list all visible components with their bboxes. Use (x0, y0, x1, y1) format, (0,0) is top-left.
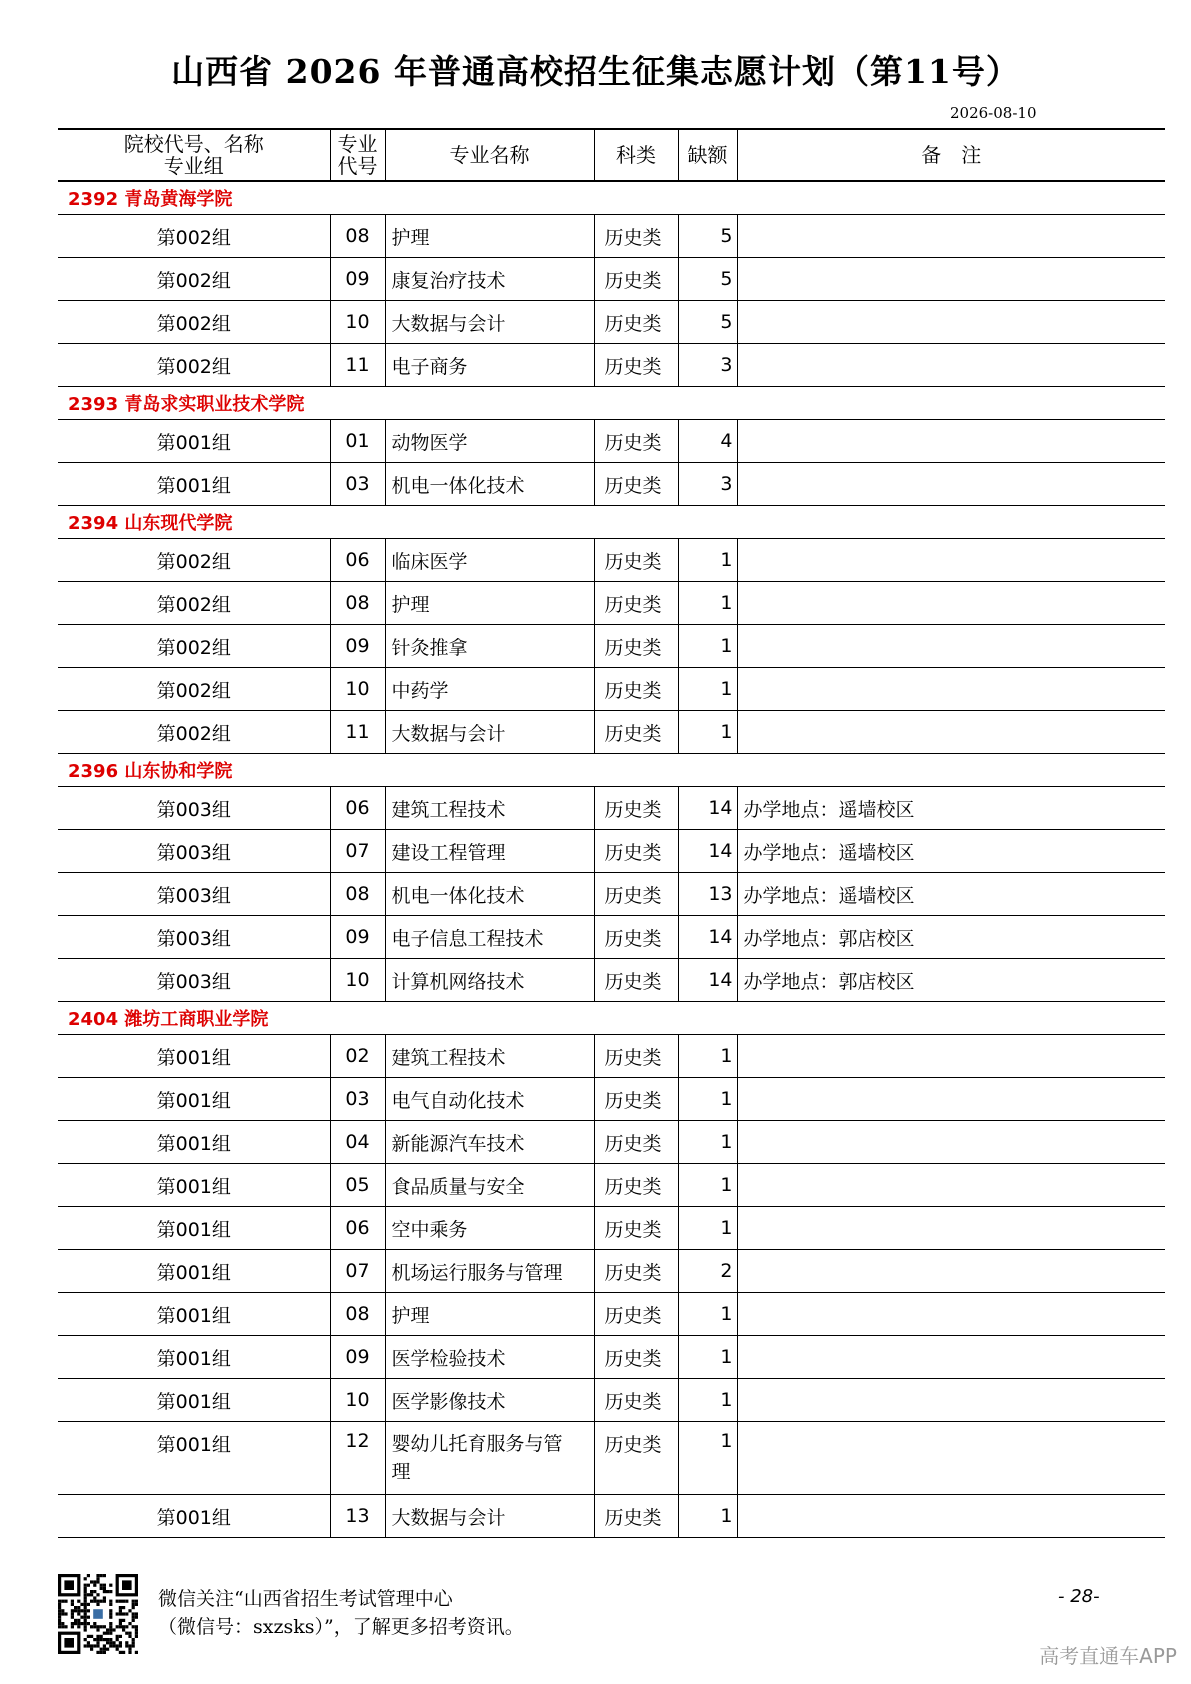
major-name-cell: 护理 (385, 1293, 594, 1336)
note-cell (737, 344, 1165, 387)
table-row (58, 344, 1165, 387)
school-row (58, 506, 1165, 539)
table-row (58, 625, 1165, 668)
category-cell: 历史类 (594, 1078, 678, 1121)
quota-cell: 13 (678, 873, 737, 916)
note-cell (737, 539, 1165, 582)
category-cell: 历史类 (594, 916, 678, 959)
group-cell: 第002组 (58, 582, 330, 625)
table-row (58, 668, 1165, 711)
category-cell: 历史类 (594, 1293, 678, 1336)
major-name-cell: 动物医学 (385, 420, 594, 463)
major-code-cell: 13 (330, 1495, 385, 1538)
table-body (58, 181, 1165, 1538)
table-row (58, 1035, 1165, 1078)
category-cell: 历史类 (594, 1495, 678, 1538)
note-cell (737, 1250, 1165, 1293)
major-name-cell: 电气自动化技术 (385, 1078, 594, 1121)
quota-cell: 14 (678, 916, 737, 959)
category-cell: 历史类 (594, 1379, 678, 1422)
school-row (58, 181, 1165, 215)
note-cell (737, 582, 1165, 625)
major-code-cell: 06 (330, 1207, 385, 1250)
major-name-cell: 婴幼儿托育服务与管 理 (385, 1422, 594, 1495)
major-code-cell: 08 (330, 215, 385, 258)
major-code-cell: 05 (330, 1164, 385, 1207)
page-number: - 28- (1058, 1586, 1100, 1607)
major-code-cell: 08 (330, 582, 385, 625)
table-row (58, 787, 1165, 830)
major-code-cell: 01 (330, 420, 385, 463)
group-cell: 第001组 (58, 1164, 330, 1207)
note-cell (737, 463, 1165, 506)
major-name-cell: 大数据与会计 (385, 711, 594, 754)
quota-cell: 14 (678, 787, 737, 830)
group-cell: 第001组 (58, 1035, 330, 1078)
major-code-cell: 04 (330, 1121, 385, 1164)
group-cell: 第001组 (58, 1379, 330, 1422)
major-code-cell: 11 (330, 711, 385, 754)
table-row (58, 539, 1165, 582)
major-name-cell: 康复治疗技术 (385, 258, 594, 301)
category-cell: 历史类 (594, 1164, 678, 1207)
school-row (58, 754, 1165, 787)
major-name-cell: 建设工程管理 (385, 830, 594, 873)
quota-cell: 1 (678, 668, 737, 711)
note-cell (737, 711, 1165, 754)
major-name-cell: 护理 (385, 215, 594, 258)
quota-cell: 1 (678, 1035, 737, 1078)
table-row (58, 463, 1165, 506)
table-row (58, 1121, 1165, 1164)
major-code-cell: 10 (330, 959, 385, 1002)
category-cell: 历史类 (594, 959, 678, 1002)
category-cell: 历史类 (594, 258, 678, 301)
table-row (58, 1495, 1165, 1538)
major-name-cell: 建筑工程技术 (385, 1035, 594, 1078)
group-cell: 第001组 (58, 1078, 330, 1121)
group-cell: 第003组 (58, 830, 330, 873)
school-name: 2393 青岛求实职业技术学院 (58, 387, 1165, 420)
group-cell: 第003组 (58, 959, 330, 1002)
quota-cell: 1 (678, 1379, 737, 1422)
major-name-cell: 空中乘务 (385, 1207, 594, 1250)
note-cell (737, 1078, 1165, 1121)
category-cell: 历史类 (594, 301, 678, 344)
category-cell: 历史类 (594, 787, 678, 830)
major-code-cell: 07 (330, 830, 385, 873)
note-cell (737, 1121, 1165, 1164)
table-row (58, 1164, 1165, 1207)
note-cell (737, 1422, 1165, 1495)
group-cell: 第002组 (58, 625, 330, 668)
table-row (58, 1250, 1165, 1293)
group-cell: 第002组 (58, 301, 330, 344)
group-cell: 第003组 (58, 787, 330, 830)
school-name: 2404 潍坊工商职业学院 (58, 1002, 1165, 1035)
note-cell: 办学地点：遥墙校区 (737, 787, 1165, 830)
header-notes: 备 注 (737, 129, 1165, 181)
quota-cell: 2 (678, 1250, 737, 1293)
quota-cell: 1 (678, 711, 737, 754)
note-cell (737, 1207, 1165, 1250)
group-cell: 第001组 (58, 1336, 330, 1379)
page-title: 山西省 2026 年普通高校招生征集志愿计划（第11号） (171, 52, 1020, 91)
table-row (58, 420, 1165, 463)
major-code-cell: 08 (330, 1293, 385, 1336)
major-name-cell: 针灸推拿 (385, 625, 594, 668)
group-cell: 第002组 (58, 668, 330, 711)
table-row (58, 711, 1165, 754)
table-row (58, 258, 1165, 301)
header-major-code: 专业 代号 (330, 129, 385, 181)
header-school-group: 院校代号、名称 专业组 (58, 129, 330, 181)
major-code-cell: 09 (330, 916, 385, 959)
group-cell: 第001组 (58, 1293, 330, 1336)
major-code-cell: 12 (330, 1422, 385, 1495)
school-row (58, 1002, 1165, 1035)
school-name: 2394 山东现代学院 (58, 506, 1165, 539)
table-row (58, 873, 1165, 916)
quota-cell: 5 (678, 258, 737, 301)
plan-table (58, 128, 1165, 1538)
quota-cell: 1 (678, 582, 737, 625)
note-cell: 办学地点：遥墙校区 (737, 830, 1165, 873)
school-name: 2392 青岛黄海学院 (58, 181, 1165, 215)
major-name-cell: 计算机网络技术 (385, 959, 594, 1002)
wechat-line-1: 微信关注“山西省招生考试管理中心 (158, 1588, 453, 1610)
note-cell (737, 215, 1165, 258)
category-cell: 历史类 (594, 463, 678, 506)
major-code-cell: 07 (330, 1250, 385, 1293)
category-cell: 历史类 (594, 1121, 678, 1164)
major-code-cell: 03 (330, 463, 385, 506)
major-name-cell: 大数据与会计 (385, 1495, 594, 1538)
major-code-cell: 09 (330, 625, 385, 668)
major-name-cell: 食品质量与安全 (385, 1164, 594, 1207)
category-cell: 历史类 (594, 344, 678, 387)
major-code-cell: 10 (330, 1379, 385, 1422)
header-category: 科类 (594, 129, 678, 181)
major-name-cell: 医学检验技术 (385, 1336, 594, 1379)
major-code-cell: 03 (330, 1078, 385, 1121)
group-cell: 第003组 (58, 916, 330, 959)
quota-cell: 3 (678, 344, 737, 387)
category-cell: 历史类 (594, 1422, 678, 1495)
major-name-cell: 新能源汽车技术 (385, 1121, 594, 1164)
category-cell: 历史类 (594, 1250, 678, 1293)
quota-cell: 14 (678, 830, 737, 873)
table-row (58, 215, 1165, 258)
table-header-row (58, 129, 1165, 181)
table-row (58, 916, 1165, 959)
category-cell: 历史类 (594, 711, 678, 754)
category-cell: 历史类 (594, 830, 678, 873)
major-code-cell: 10 (330, 301, 385, 344)
note-cell (737, 1379, 1165, 1422)
quota-cell: 5 (678, 215, 737, 258)
group-cell: 第002组 (58, 539, 330, 582)
note-cell (737, 668, 1165, 711)
quota-cell: 1 (678, 1495, 737, 1538)
category-cell: 历史类 (594, 582, 678, 625)
group-cell: 第001组 (58, 1495, 330, 1538)
category-cell: 历史类 (594, 1035, 678, 1078)
table-row (58, 1422, 1165, 1495)
category-cell: 历史类 (594, 215, 678, 258)
category-cell: 历史类 (594, 873, 678, 916)
quota-cell: 14 (678, 959, 737, 1002)
group-cell: 第002组 (58, 215, 330, 258)
quota-cell: 1 (678, 1121, 737, 1164)
major-name-cell: 护理 (385, 582, 594, 625)
table-row (58, 301, 1165, 344)
major-name-cell: 电子商务 (385, 344, 594, 387)
quota-cell: 1 (678, 539, 737, 582)
wechat-line-2: （微信号：sxzsks）”，了解更多招考资讯。 (158, 1616, 524, 1638)
group-cell: 第003组 (58, 873, 330, 916)
header-quota: 缺额 (678, 129, 737, 181)
major-name-cell: 电子信息工程技术 (385, 916, 594, 959)
category-cell: 历史类 (594, 539, 678, 582)
major-code-cell: 09 (330, 258, 385, 301)
category-cell: 历史类 (594, 625, 678, 668)
table-row (58, 1379, 1165, 1422)
group-cell: 第001组 (58, 420, 330, 463)
major-code-cell: 02 (330, 1035, 385, 1078)
group-cell: 第002组 (58, 258, 330, 301)
major-code-cell: 06 (330, 539, 385, 582)
note-cell (737, 1035, 1165, 1078)
header-major-name: 专业名称 (385, 129, 594, 181)
major-code-cell: 10 (330, 668, 385, 711)
major-name-cell: 医学影像技术 (385, 1379, 594, 1422)
quota-cell: 1 (678, 1164, 737, 1207)
quota-cell: 1 (678, 625, 737, 668)
table-row (58, 1293, 1165, 1336)
school-name: 2396 山东协和学院 (58, 754, 1165, 787)
quota-cell: 5 (678, 301, 737, 344)
table-row (58, 582, 1165, 625)
quota-cell: 3 (678, 463, 737, 506)
major-name-cell: 建筑工程技术 (385, 787, 594, 830)
major-code-cell: 08 (330, 873, 385, 916)
major-code-cell: 06 (330, 787, 385, 830)
group-cell: 第002组 (58, 711, 330, 754)
group-cell: 第001组 (58, 463, 330, 506)
major-name-cell: 机场运行服务与管理 (385, 1250, 594, 1293)
table-row (58, 1336, 1165, 1379)
major-name-cell: 中药学 (385, 668, 594, 711)
qr-code-icon (58, 1574, 138, 1654)
group-cell: 第001组 (58, 1121, 330, 1164)
publish-date: 2026-08-10 (950, 104, 1037, 122)
quota-cell: 1 (678, 1336, 737, 1379)
group-cell: 第001组 (58, 1250, 330, 1293)
note-cell (737, 625, 1165, 668)
table-row (58, 1078, 1165, 1121)
note-cell (737, 420, 1165, 463)
category-cell: 历史类 (594, 420, 678, 463)
category-cell: 历史类 (594, 1336, 678, 1379)
note-cell (737, 1164, 1165, 1207)
note-cell (737, 258, 1165, 301)
note-cell: 办学地点：遥墙校区 (737, 873, 1165, 916)
category-cell: 历史类 (594, 668, 678, 711)
quota-cell: 1 (678, 1293, 737, 1336)
table-row (58, 830, 1165, 873)
quota-cell: 1 (678, 1207, 737, 1250)
note-cell (737, 1495, 1165, 1538)
note-cell (737, 301, 1165, 344)
group-cell: 第001组 (58, 1207, 330, 1250)
major-name-cell: 大数据与会计 (385, 301, 594, 344)
quota-cell: 1 (678, 1078, 737, 1121)
quota-cell: 4 (678, 420, 737, 463)
group-cell: 第001组 (58, 1422, 330, 1495)
watermark: 高考直通车APP (1039, 1644, 1177, 1668)
major-code-cell: 09 (330, 1336, 385, 1379)
note-cell (737, 1336, 1165, 1379)
quota-cell: 1 (678, 1422, 737, 1495)
major-name-cell: 机电一体化技术 (385, 463, 594, 506)
note-cell: 办学地点：郭店校区 (737, 959, 1165, 1002)
school-row (58, 387, 1165, 420)
table-row (58, 1207, 1165, 1250)
note-cell: 办学地点：郭店校区 (737, 916, 1165, 959)
category-cell: 历史类 (594, 1207, 678, 1250)
major-name-cell: 机电一体化技术 (385, 873, 594, 916)
major-name-cell: 临床医学 (385, 539, 594, 582)
major-code-cell: 11 (330, 344, 385, 387)
note-cell (737, 1293, 1165, 1336)
group-cell: 第002组 (58, 344, 330, 387)
table-row (58, 959, 1165, 1002)
